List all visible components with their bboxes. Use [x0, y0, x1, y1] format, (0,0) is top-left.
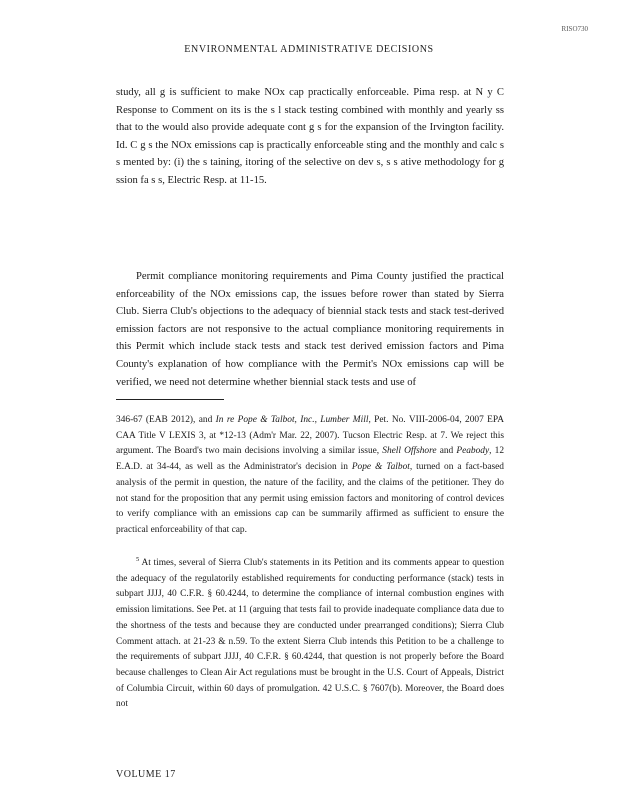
footnote-2-body: At times, several of Sierra Club's statements in its Petition and its comments appear to question the adequacy of the regulatorily established requirements for conducting performance (stack) tests in subpart JJJJ, 40 C.F.R. § 60.4244, to determine the compliance of internal combustion engines with emission limitations. See Pet. at 11 (arguing that tests fail to provide inadequate compliance data due to the shortness of the tests and because they are conducted under prearranged conditions); Sierra Club Comment attach. at 21-23 & n.59. To the extent Sierra Club intends this Petition to be a challenge to the requirements of subpart JJJJ, 40 C.F.R. § 60.4244, that question is not properly before the Board because challenges to Clean Air Act regulations must be brought in the U.S. Court of Appeals, District of Columbia Circuit, within 60 days of promulgation. 42 U.S.C. § 7607(b). Moreover, the Board does not	[116, 558, 505, 710]
running-header: ENVIRONMENTAL ADMINISTRATIVE DECISIONS	[184, 44, 434, 55]
footnote-1-part-e: , turned on a fact-based analysis of the permit in question, the nature of the facility, and the claims of the petitioner. They do not stand for the proposition that any permit using emission factors and monitoring of control devices to verify compliance with an emissions cap can be summarily affirmed as sufficient to ensure the practical enforceability of that cap.	[116, 462, 504, 535]
reference-code: RISO730	[561, 25, 588, 33]
footnote-1-case-peabody: Peabody	[456, 446, 490, 457]
footnote-1	[116, 413, 504, 539]
footnote-2-number: 5	[136, 556, 140, 563]
footnote-1-case-shell: Shell Offshore	[382, 446, 437, 457]
footnote-2	[116, 556, 504, 713]
paragraph-1-text: study, all g is sufficient to make NOx cap practically enforceable. Pima resp. at N y C Response to Comment on its is the s l stack testing combined with monthly and yearly ss that to the would also provide adequate cont g s for the expansion of the Irvington facility. Id. C g s the NOx emissions cap is practically enforceable sting and the monthly and calc s s mented by: (i) the s taining, itoring of the selective on dev s, s s ative methodology for g ssion fa s s, Electric Resp. at 11-15.	[116, 87, 504, 186]
footnote-1-case-pope: In re Pope & Talbot, Inc., Lumber Mill	[215, 415, 369, 425]
footnote-1-text	[116, 413, 504, 539]
footnote-1-part-c: and	[436, 446, 457, 457]
footnote-1-part-a: 346-67 (EAB 2012), and	[116, 415, 216, 425]
body-paragraph-2	[116, 268, 504, 391]
paragraph-2-text: Permit compliance monitoring requirements and Pima County justified the practical enforceability of the NOx emissions cap, the issues before rower than stated by Sierra Club. Sierra Club's objections to the adequacy of biennial stack tests and stack test-derived emission factors are not responsive to the actual compliance monitoring requirements in this Permit which include stack tests and stack test derived emission factors and Pima County's explanation of how compliance with the Permit's NOx emissions cap will be verified, we need not determine whether biennial stack tests and use of	[116, 271, 504, 388]
footnote-divider	[116, 399, 224, 400]
footnote-2-text	[116, 556, 504, 713]
volume-footer: VOLUME 17	[116, 769, 176, 780]
footnote-1-part-d: , 12 E.A.D. at 34-44, as well as the Administrator's decision in	[116, 446, 504, 473]
footnote-1-part-b: , Pet. No. VIII-2006-04, 2007 EPA CAA Title V LEXIS 3, at *12-13 (Adm'r Mar. 22, 2007). Tucson Electric Resp. at 7. We reject this argument. The Board's two main decisions involving a similar issue,	[116, 415, 505, 457]
footnote-1-case-pope-2: Pope & Talbot	[351, 462, 410, 473]
body-paragraph-1	[116, 84, 504, 190]
